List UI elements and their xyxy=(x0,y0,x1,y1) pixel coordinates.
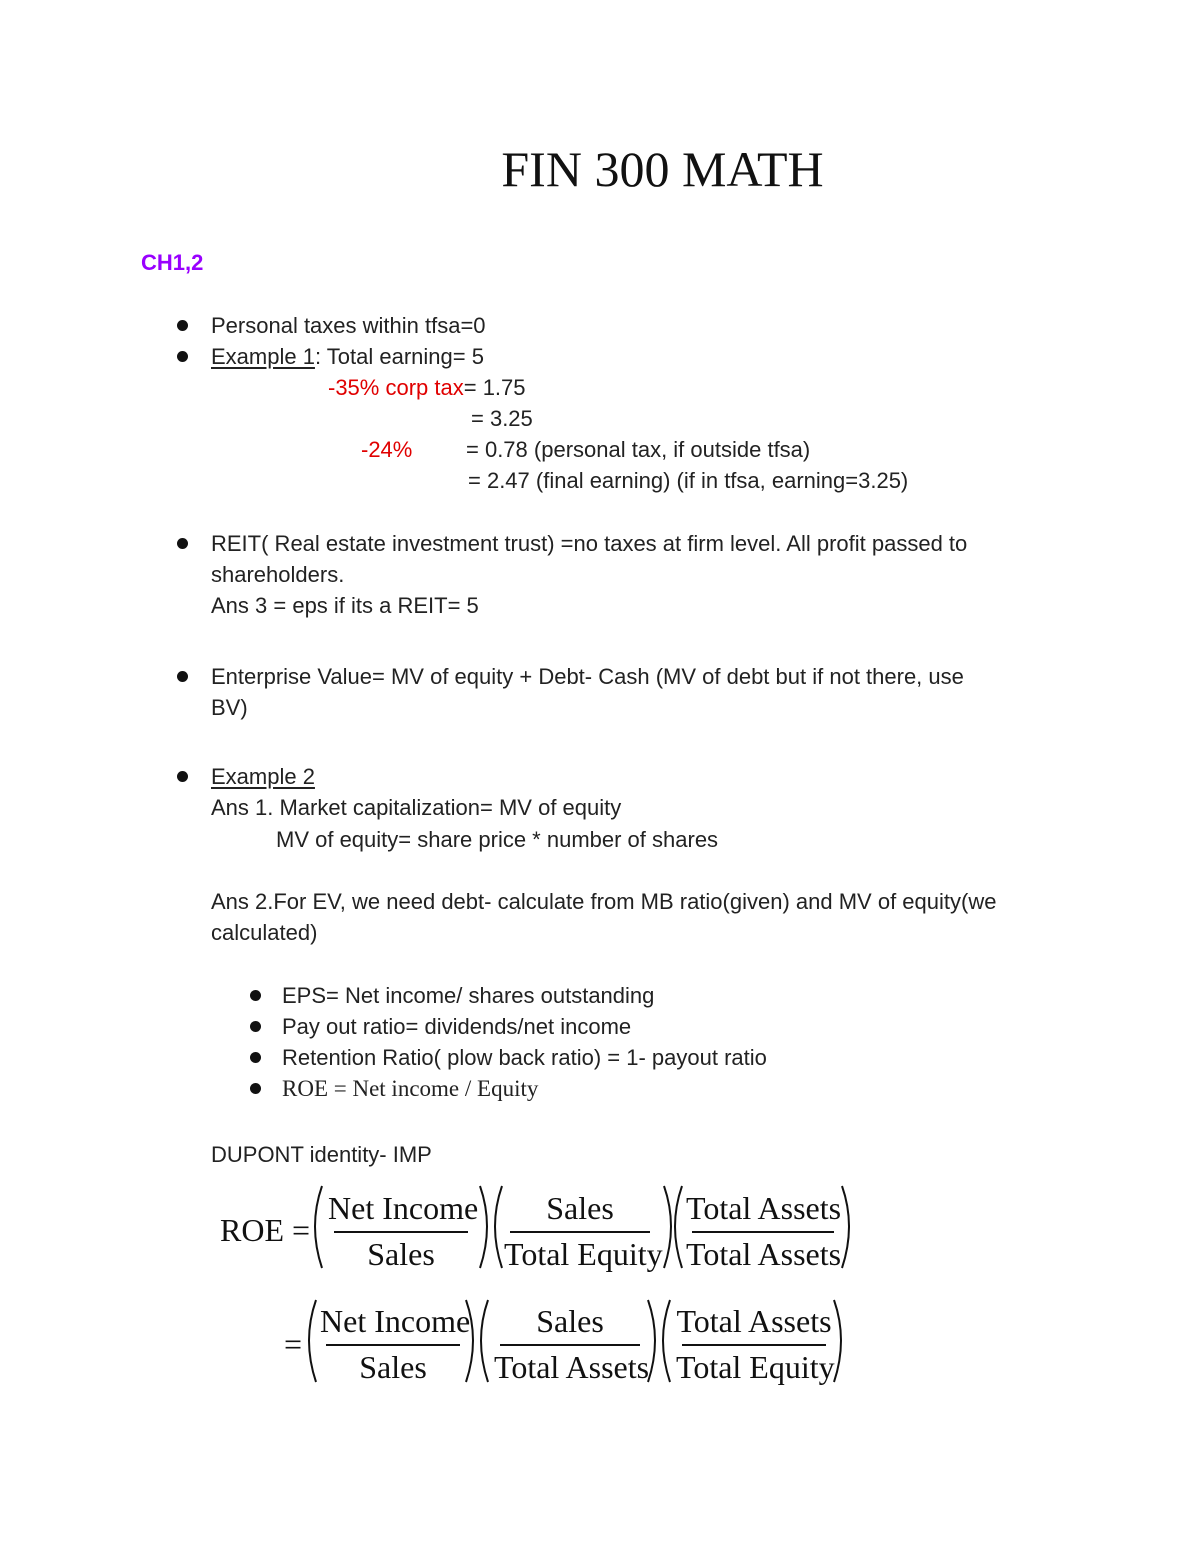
fraction-bar xyxy=(682,1344,826,1346)
equals-sign: = xyxy=(284,1326,303,1362)
bullet-icon xyxy=(177,671,188,682)
bullet-icon xyxy=(177,351,188,362)
fraction-numerator: Total Assets xyxy=(676,1303,832,1339)
bullet-icon xyxy=(250,990,261,1001)
fraction-numerator: Total Assets xyxy=(686,1190,842,1226)
personal-tax-label: -24% xyxy=(361,437,413,462)
personal-tax-line xyxy=(361,439,412,461)
final-earning-line: = 2.47 (final earning) (if in tfsa, earning=3.25) xyxy=(468,468,909,493)
fraction-numerator: Sales xyxy=(546,1190,614,1226)
fraction-bar xyxy=(334,1231,468,1233)
dupont-heading: DUPONT identity- IMP xyxy=(211,1142,432,1167)
personal-tax-value: = 0.78 (personal tax, if outside tfsa) xyxy=(466,437,811,462)
fraction-net-income-sales xyxy=(328,1190,479,1280)
example1-label: Example 1 xyxy=(211,344,315,369)
ans2-line-1: Ans 2.For EV, we need debt- calculate from MB ratio(given) and MV of equity(we xyxy=(211,889,997,914)
reit-line-2: shareholders. xyxy=(211,562,345,587)
bullet-icon xyxy=(177,771,188,782)
fraction-denominator: Total Assets xyxy=(494,1349,650,1385)
subtotal-line: = 3.25 xyxy=(471,406,533,431)
fraction-denominator: Sales xyxy=(359,1349,427,1385)
retention-line: Retention Ratio( plow back ratio) = 1- payout ratio xyxy=(282,1045,767,1070)
bullet-icon xyxy=(250,1052,261,1063)
eps-line: EPS= Net income/ shares outstanding xyxy=(282,983,655,1008)
fraction-denominator: Total Equity xyxy=(504,1236,663,1272)
fraction-denominator: Sales xyxy=(367,1236,435,1272)
note-line: Personal taxes within tfsa=0 xyxy=(211,313,486,338)
fraction-total-assets-total-assets xyxy=(686,1190,840,1280)
fraction-bar xyxy=(510,1231,650,1233)
example1-line xyxy=(211,346,484,368)
bullet-icon xyxy=(250,1021,261,1032)
bullet-icon xyxy=(250,1083,261,1094)
payout-line: Pay out ratio= dividends/net income xyxy=(282,1014,632,1039)
ev-line-1: Enterprise Value= MV of equity + Debt- Cash (MV of debt but if not there, use xyxy=(211,664,964,689)
roe-label: ROE = xyxy=(220,1212,311,1248)
ans1b-line: MV of equity= share price * number of shares xyxy=(276,827,719,852)
fraction-numerator: Sales xyxy=(536,1303,604,1339)
ev-line-2: BV) xyxy=(211,695,248,720)
page-title: FIN 300 MATH xyxy=(501,141,824,197)
section-heading: CH1,2 xyxy=(141,250,204,275)
corp-tax-value: = 1.75 xyxy=(463,375,526,400)
roe-line: ROE = Net income / Equity xyxy=(282,1076,539,1101)
fraction-denominator: Total Assets xyxy=(686,1236,842,1272)
reit-line-1: REIT( Real estate investment trust) =no taxes at firm level. All profit passed to xyxy=(211,531,968,556)
fraction-total-assets-total-equity xyxy=(676,1303,835,1393)
example1-text: : Total earning= 5 xyxy=(314,344,484,369)
fraction-bar xyxy=(326,1344,460,1346)
fraction-numerator: Net Income xyxy=(328,1190,479,1226)
reit-line-3: Ans 3 = eps if its a REIT= 5 xyxy=(211,593,479,618)
example2-label: Example 2 xyxy=(211,764,315,789)
ans1-line: Ans 1. Market capitalization= MV of equity xyxy=(211,795,622,820)
ans2-line-2: calculated) xyxy=(211,920,318,945)
fraction-bar xyxy=(692,1231,834,1233)
fraction-numerator: Net Income xyxy=(320,1303,471,1339)
fraction-sales-total-equity xyxy=(504,1190,663,1280)
corp-tax-label: -35% corp tax xyxy=(328,375,464,400)
fraction-sales-total-assets xyxy=(494,1303,650,1393)
bullet-icon xyxy=(177,538,188,549)
fraction-bar xyxy=(500,1344,640,1346)
fraction-net-income-sales-2 xyxy=(320,1303,471,1393)
fraction-denominator: Total Equity xyxy=(676,1349,835,1385)
bullet-icon xyxy=(177,320,188,331)
corp-tax-line xyxy=(328,377,526,399)
